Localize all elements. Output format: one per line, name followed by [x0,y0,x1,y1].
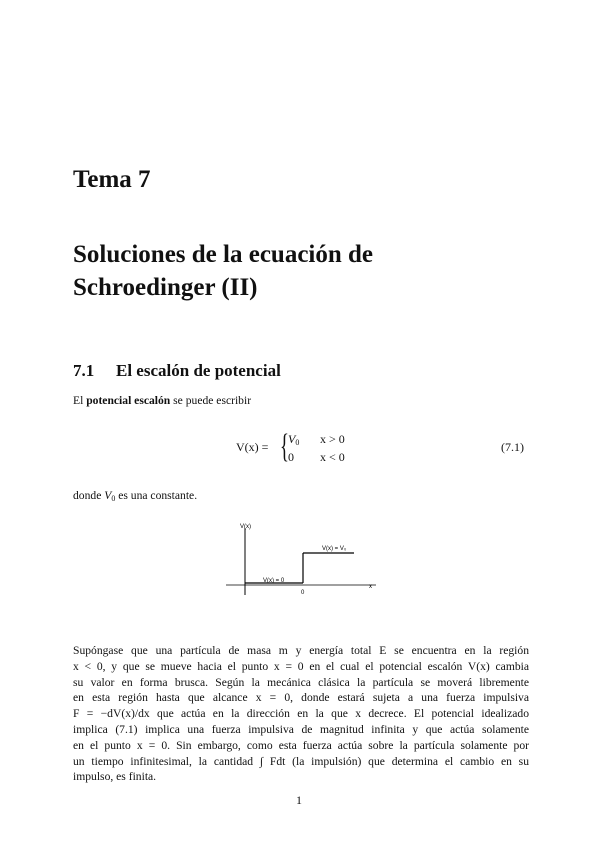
body-paragraph [73,643,529,785]
body-line: impulso, es finita. [73,770,157,784]
after-equation-text: donde $V_0$ es una constante. [73,489,198,503]
chapter-title-line1: Soluciones de la ecuación de [73,241,374,268]
left-region-label: V(x) = 0 [263,578,285,584]
step-potential-figure [226,520,376,600]
equation-case2-condition: x < 0 [320,450,345,464]
intro-paragraph [73,393,529,409]
chapter-title-line2: Schroedinger (II) [73,274,258,301]
equation-case2-value: 0 [288,450,294,464]
section-heading [73,361,281,381]
body-line: un tiempo infinitesimal, la cantidad ∫ Fdt (la impulsión) que determina el cambio en su [73,754,529,768]
equation-case1-value: $V_0$ [288,432,300,447]
body-line: Supóngase que una partícula de masa m y energía total E se encuentra en la región [73,644,529,657]
y-axis-label: V(x) [240,524,251,530]
equation-number: (7.1) [501,440,524,454]
right-region-label: V(x) = V₀ [322,546,347,552]
body-line: implica (7.1) implica una fuerza impulsiva de magnitud infinita y que actúa solamente [73,722,529,736]
body-line: x < 0, y que se mueve hacia el punto x = 0 en el cual el potencial escalón V(x) cambia [73,659,529,673]
x-axis-label: x [369,584,372,590]
intro-bold-term: potencial escalón [86,394,171,407]
origin-label: 0 [301,590,305,596]
body-line: F = −dV(x)/dx que actúa en la dirección en la que x decrece. El potencial idealizado [73,707,529,721]
equation-case1-condition: x > 0 [320,432,345,446]
page-number: 1 [296,793,302,807]
left-brace-icon: { [280,428,289,465]
body-line: en esta región hasta que alcance x = 0, donde estará sujeta a una fuerza impulsiva [73,691,529,705]
section-title: El escalón de potencial [116,361,281,380]
section-number: 7.1 [73,361,95,380]
body-line: su valor en forma brusca. Según la mecánica clásica la partícula se moverá libremente [73,675,529,689]
chapter-title [73,238,533,304]
equation-lhs: V(x) = [236,440,269,454]
intro-after: se puede escribir [170,394,252,407]
body-line: en el punto x = 0. Sin embargo, como esta fuerza actúa sobre la partícula solamente por [73,738,529,752]
chapter-label: Tema 7 [73,166,151,193]
intro-before: El [73,394,87,407]
